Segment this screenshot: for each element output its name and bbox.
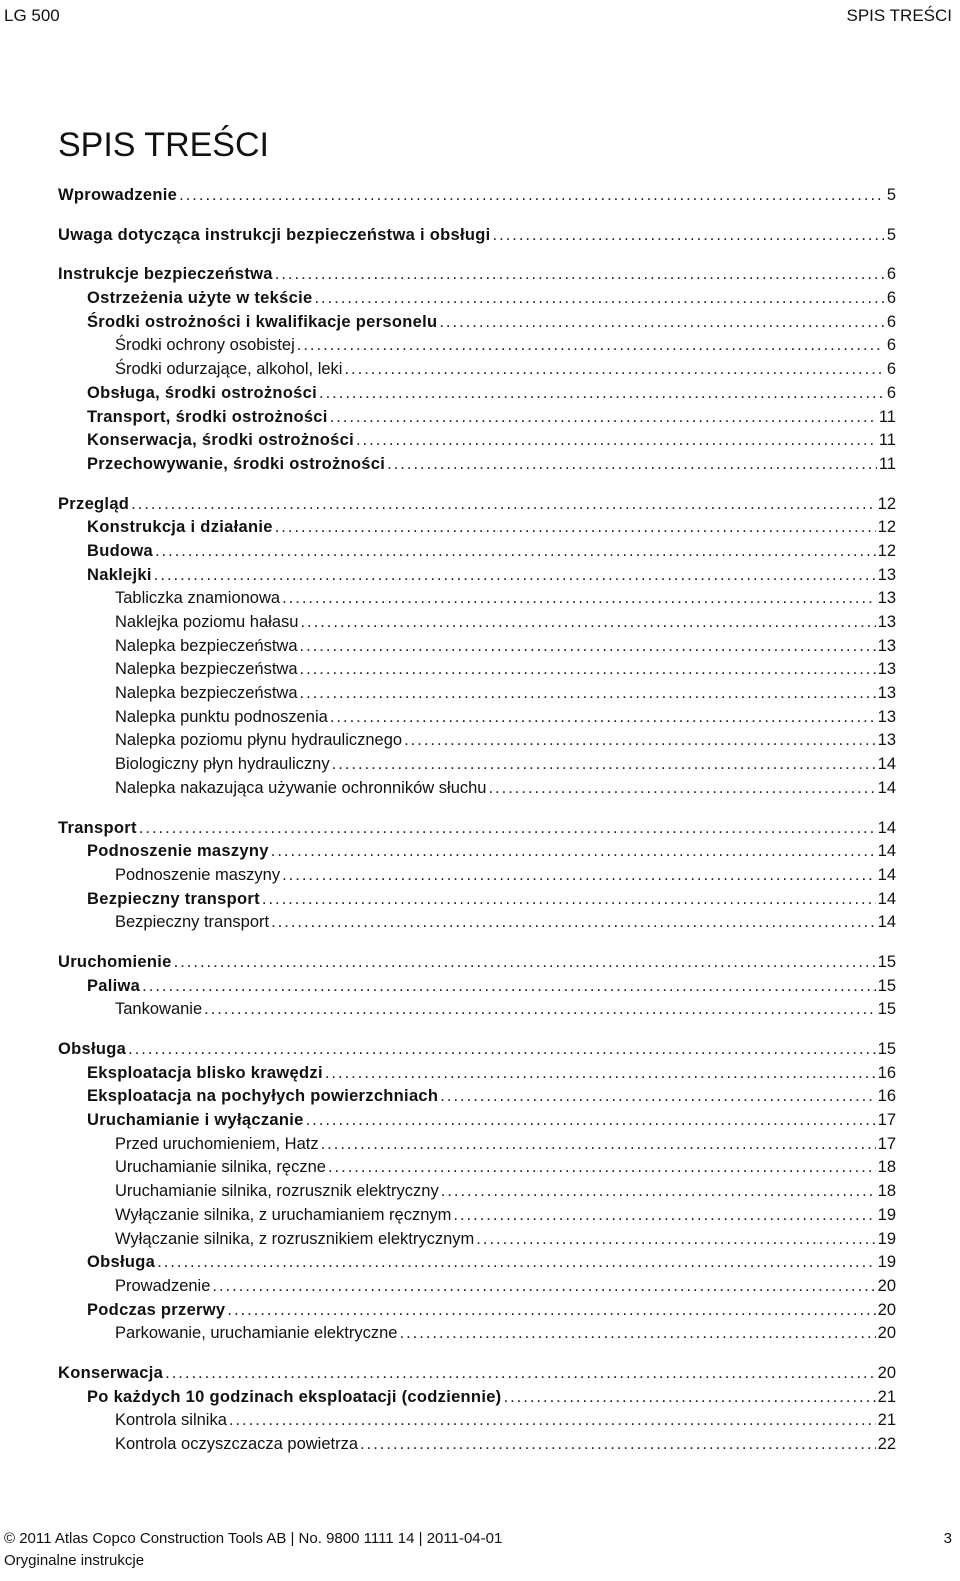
toc-entry-title: Wyłączanie silnika, z rozrusznikiem elektrycznym — [115, 1229, 475, 1248]
toc-entry-page: 21 — [877, 1411, 896, 1430]
toc-entry[interactable] — [58, 1277, 896, 1301]
toc-entry[interactable] — [58, 684, 896, 708]
toc-entry-title: Środki ochrony osobistej — [115, 336, 295, 355]
toc-entry[interactable] — [58, 613, 896, 637]
toc-entry-title: Eksploatacja blisko krawędzi — [87, 1063, 323, 1082]
toc-entry-title: Nalepka poziomu płynu hydraulicznego — [115, 731, 403, 750]
toc-entry-page: 13 — [877, 707, 896, 726]
toc-entry-title: Przegląd — [58, 494, 130, 513]
toc-entry[interactable] — [58, 566, 896, 590]
toc-entry-page: 13 — [877, 660, 896, 679]
toc-entry-title: Bezpieczny transport — [87, 889, 260, 908]
toc-entry-title: Paliwa — [87, 976, 141, 995]
toc-entry[interactable] — [58, 1324, 896, 1348]
toc-entry-title: Wprowadzenie — [58, 186, 178, 204]
toc-entry-page: 17 — [877, 1134, 896, 1153]
toc-entry[interactable] — [58, 637, 896, 661]
toc-entry[interactable] — [58, 779, 896, 803]
toc-entry-title: Nalepka nakazująca używanie ochronników słuchu — [115, 778, 487, 797]
toc-entry-page: 13 — [877, 731, 896, 750]
toc-entry[interactable] — [58, 542, 896, 566]
toc-entry-page: 11 — [878, 407, 896, 426]
toc-entry-title: Środki odurzające, alkohol, leki — [115, 360, 343, 379]
toc-entry-title: Ostrzeżenia użyte w tekście — [87, 289, 313, 308]
toc-entry[interactable] — [58, 226, 896, 250]
toc-dot-leader — [229, 1411, 876, 1430]
toc-entry[interactable] — [58, 360, 896, 384]
toc-entry[interactable] — [58, 1158, 896, 1182]
toc-dot-leader — [204, 1000, 876, 1019]
toc-dot-leader — [330, 708, 876, 727]
toc-entry[interactable] — [58, 289, 896, 313]
toc-dot-leader — [387, 455, 877, 474]
toc-entry-page: 13 — [877, 684, 896, 703]
toc-dot-leader — [300, 660, 876, 679]
toc-entry-title: Obsługa — [87, 1253, 156, 1272]
toc-entry[interactable] — [58, 890, 896, 914]
toc-entry[interactable] — [58, 431, 896, 455]
toc-entry-page: 17 — [877, 1111, 896, 1130]
toc-dot-leader — [321, 1135, 876, 1154]
toc-dot-leader — [306, 1111, 876, 1130]
toc-dot-leader — [275, 518, 876, 537]
toc-dot-leader — [300, 684, 876, 703]
toc-entry-page: 16 — [877, 1087, 896, 1106]
toc-entry-page: 20 — [877, 1300, 896, 1319]
toc-entry-title: Kontrola silnika — [115, 1411, 227, 1430]
toc-entry[interactable] — [58, 1253, 896, 1277]
toc-dot-leader — [174, 953, 876, 972]
toc-entry-page: 19 — [877, 1205, 896, 1224]
page-title: SPIS TREŚCI — [58, 126, 269, 164]
toc-entry[interactable] — [58, 1301, 896, 1325]
toc-dot-leader — [356, 431, 877, 450]
toc-entry[interactable] — [58, 755, 896, 779]
toc-entry[interactable] — [58, 1040, 896, 1064]
header-section-name: SPIS TREŚCI — [846, 6, 952, 25]
toc-dot-leader — [319, 384, 884, 403]
toc-dot-leader — [360, 1435, 876, 1454]
toc-entry-title: Podczas przerwy — [87, 1300, 226, 1319]
toc-dot-leader — [300, 637, 876, 656]
toc-entry-title: Uwaga dotycząca instrukcji bezpieczeństwa i obsługi — [58, 225, 491, 244]
toc-entry[interactable] — [58, 708, 896, 732]
toc-dot-leader — [344, 360, 884, 379]
toc-dot-leader — [271, 913, 876, 932]
toc-entry-title: Konserwacja, środki ostrożności — [87, 431, 354, 450]
toc-entry-page: 13 — [877, 565, 896, 584]
toc-dot-leader — [314, 289, 884, 308]
toc-entry-page: 6 — [886, 383, 896, 402]
toc-entry[interactable] — [58, 265, 896, 289]
toc-entry-page: 13 — [877, 613, 896, 631]
toc-dot-leader — [275, 265, 884, 284]
toc-entry-page: 6 — [886, 312, 896, 331]
toc-dot-leader — [328, 1158, 876, 1177]
toc-entry[interactable] — [58, 1111, 896, 1135]
toc-dot-leader — [404, 731, 876, 750]
toc-entry-title: Instrukcje bezpieczeństwa — [58, 265, 273, 284]
footer-copyright: © 2011 Atlas Copco Construction Tools AB | No. 9800 1111 14 | 2011-04-01 — [4, 1530, 503, 1547]
toc-entry-page: 16 — [877, 1063, 896, 1082]
toc-entry-title: Kontrola oczyszczacza powietrza — [115, 1435, 359, 1453]
toc-entry-title: Środki ostrożności i kwalifikacje personelu — [87, 312, 438, 331]
toc-entry-title: Nalepka bezpieczeństwa — [115, 684, 298, 703]
toc-entry-page: 20 — [877, 1276, 896, 1295]
toc-entry-title: Podnoszenie maszyny — [115, 865, 281, 884]
toc-dot-leader — [142, 977, 875, 996]
toc-dot-leader — [212, 1277, 875, 1296]
toc-entry-page: 11 — [878, 454, 896, 473]
toc-dot-leader — [131, 495, 875, 514]
toc-entry[interactable] — [58, 313, 896, 337]
toc-entry[interactable] — [58, 866, 896, 890]
toc-entry-title: Nalepka punktu podnoszenia — [115, 707, 328, 726]
toc-entry-title: Przed uruchomieniem, Hatz — [115, 1134, 319, 1153]
toc-dot-leader — [282, 589, 876, 608]
toc-entry[interactable] — [58, 977, 896, 1001]
toc-dot-leader — [165, 1364, 876, 1383]
toc-dot-leader — [332, 755, 876, 774]
toc-entry-title: Budowa — [87, 541, 153, 560]
toc-entry-title: Obsługa, środki ostrożności — [87, 383, 317, 402]
toc-entry-page: 12 — [877, 494, 896, 513]
toc-entry-page: 15 — [877, 1000, 896, 1019]
toc-entry-page: 5 — [886, 225, 896, 244]
toc-entry-title: Przechowywanie, środki ostrożności — [87, 454, 386, 473]
toc-entry-page: 19 — [877, 1229, 896, 1248]
toc-dot-leader — [271, 842, 876, 861]
toc-entry[interactable] — [58, 408, 896, 432]
toc-entry-title: Uruchomienie — [58, 952, 172, 971]
toc-entry[interactable] — [58, 1435, 896, 1459]
toc-dot-leader — [179, 186, 884, 205]
toc-dot-leader — [503, 1388, 875, 1407]
toc-entry[interactable] — [58, 455, 896, 479]
toc-entry-title: Transport — [58, 818, 137, 837]
toc-dot-leader — [325, 1064, 876, 1083]
toc-dot-leader — [440, 1087, 875, 1106]
header-product-name: LG 500 — [4, 6, 60, 25]
toc-entry-page: 12 — [877, 518, 896, 537]
toc-entry-title: Nalepka bezpieczeństwa — [115, 636, 298, 655]
toc-entry-title: Konstrukcja i działanie — [87, 518, 273, 537]
toc-entry[interactable] — [58, 953, 896, 977]
toc-dot-leader — [453, 1206, 875, 1225]
toc-entry[interactable] — [58, 518, 896, 542]
toc-entry-page: 6 — [886, 265, 896, 284]
toc-entry[interactable] — [58, 1388, 896, 1412]
toc-entry-page: 14 — [877, 889, 896, 908]
toc-entry-page: 6 — [886, 336, 896, 355]
toc-dot-leader — [476, 1230, 875, 1249]
toc-entry[interactable] — [58, 1364, 896, 1388]
toc-entry-title: Obsługa — [58, 1040, 127, 1058]
toc-entry-title: Parkowanie, uruchamianie elektryczne — [115, 1324, 398, 1343]
table-of-contents — [58, 186, 896, 1459]
toc-entry-page: 14 — [877, 778, 896, 797]
toc-entry[interactable] — [58, 660, 896, 684]
toc-entry-page: 20 — [877, 1363, 896, 1382]
toc-entry[interactable] — [58, 1182, 896, 1206]
toc-dot-leader — [300, 613, 875, 632]
toc-entry-page: 12 — [877, 541, 896, 560]
toc-entry-page: 20 — [877, 1324, 896, 1343]
toc-dot-leader — [282, 866, 876, 885]
toc-entry-title: Po każdych 10 godzinach eksploatacji (codziennie) — [87, 1387, 502, 1406]
toc-entry[interactable] — [58, 186, 896, 210]
toc-entry-page: 14 — [877, 913, 896, 932]
toc-entry[interactable] — [58, 1135, 896, 1159]
toc-dot-leader — [488, 779, 875, 798]
toc-entry-page: 15 — [877, 976, 896, 995]
toc-entry-title: Transport, środki ostrożności — [87, 407, 328, 426]
toc-dot-leader — [399, 1324, 875, 1343]
toc-dot-leader — [227, 1301, 875, 1320]
toc-dot-leader — [297, 336, 884, 355]
toc-entry-title: Bezpieczny transport — [115, 913, 270, 932]
toc-dot-leader — [439, 313, 884, 332]
toc-entry-title: Uruchamianie i wyłączanie — [87, 1111, 304, 1130]
toc-entry-title: Prowadzenie — [115, 1276, 211, 1295]
toc-entry[interactable] — [58, 1087, 896, 1111]
footer-page-number: 3 — [943, 1530, 952, 1547]
toc-entry[interactable] — [58, 1206, 896, 1230]
toc-entry[interactable] — [58, 731, 896, 755]
toc-entry-page: 19 — [877, 1253, 896, 1272]
toc-entry[interactable] — [58, 913, 896, 937]
toc-entry[interactable] — [58, 589, 896, 613]
toc-entry-title: Tabliczka znamionowa — [115, 589, 281, 608]
toc-entry[interactable] — [58, 336, 896, 360]
toc-dot-leader — [330, 408, 877, 427]
toc-entry-title: Eksploatacja na pochyłych powierzchniach — [87, 1087, 439, 1106]
toc-dot-leader — [154, 566, 876, 585]
toc-entry[interactable] — [58, 1064, 896, 1088]
toc-dot-leader — [128, 1040, 876, 1059]
toc-entry-title: Uruchamianie silnika, rozrusznik elektryczny — [115, 1182, 439, 1201]
toc-dot-leader — [155, 542, 876, 561]
toc-dot-leader — [441, 1182, 876, 1201]
toc-entry-page: 13 — [877, 589, 896, 608]
toc-entry-title: Wyłączanie silnika, z uruchamianiem ręcznym — [115, 1205, 452, 1224]
toc-entry-page: 18 — [877, 1158, 896, 1177]
toc-entry-page: 14 — [877, 818, 896, 837]
toc-entry[interactable] — [58, 384, 896, 408]
toc-entry-page: 18 — [877, 1182, 896, 1201]
toc-entry[interactable] — [58, 1411, 896, 1435]
toc-entry-page: 14 — [877, 755, 896, 774]
toc-entry-title: Biologiczny płyn hydrauliczny — [115, 755, 330, 774]
toc-entry-page: 15 — [877, 952, 896, 971]
toc-dot-leader — [139, 819, 876, 838]
toc-entry-title: Naklejka poziomu hałasu — [115, 613, 299, 631]
toc-entry[interactable] — [58, 842, 896, 866]
toc-entry-page: 21 — [877, 1387, 896, 1406]
toc-entry-title: Uruchamianie silnika, ręczne — [115, 1158, 326, 1177]
toc-entry[interactable] — [58, 1000, 896, 1024]
toc-entry-page: 6 — [886, 360, 896, 379]
toc-dot-leader — [157, 1253, 876, 1272]
toc-entry-title: Nalepka bezpieczeństwa — [115, 660, 298, 679]
toc-entry[interactable] — [58, 819, 896, 843]
toc-entry-page: 13 — [877, 636, 896, 655]
toc-entry[interactable] — [58, 1230, 896, 1254]
toc-dot-leader — [262, 890, 876, 909]
toc-entry-title: Podnoszenie maszyny — [87, 842, 269, 861]
toc-entry-title: Konserwacja — [58, 1363, 164, 1382]
footer-original-instructions: Oryginalne instrukcje — [4, 1552, 145, 1569]
toc-entry-page: 14 — [877, 842, 896, 861]
toc-entry-page: 22 — [877, 1435, 896, 1453]
toc-entry-page: 11 — [878, 431, 896, 450]
toc-entry-page: 6 — [886, 289, 896, 308]
toc-entry-title: Tankowanie — [115, 1000, 203, 1019]
toc-dot-leader — [493, 226, 885, 245]
toc-entry[interactable] — [58, 495, 896, 519]
toc-entry-title: Naklejki — [87, 565, 152, 584]
toc-entry-page: 5 — [886, 186, 896, 204]
toc-entry-page: 14 — [877, 865, 896, 884]
toc-entry-page: 15 — [877, 1040, 896, 1058]
